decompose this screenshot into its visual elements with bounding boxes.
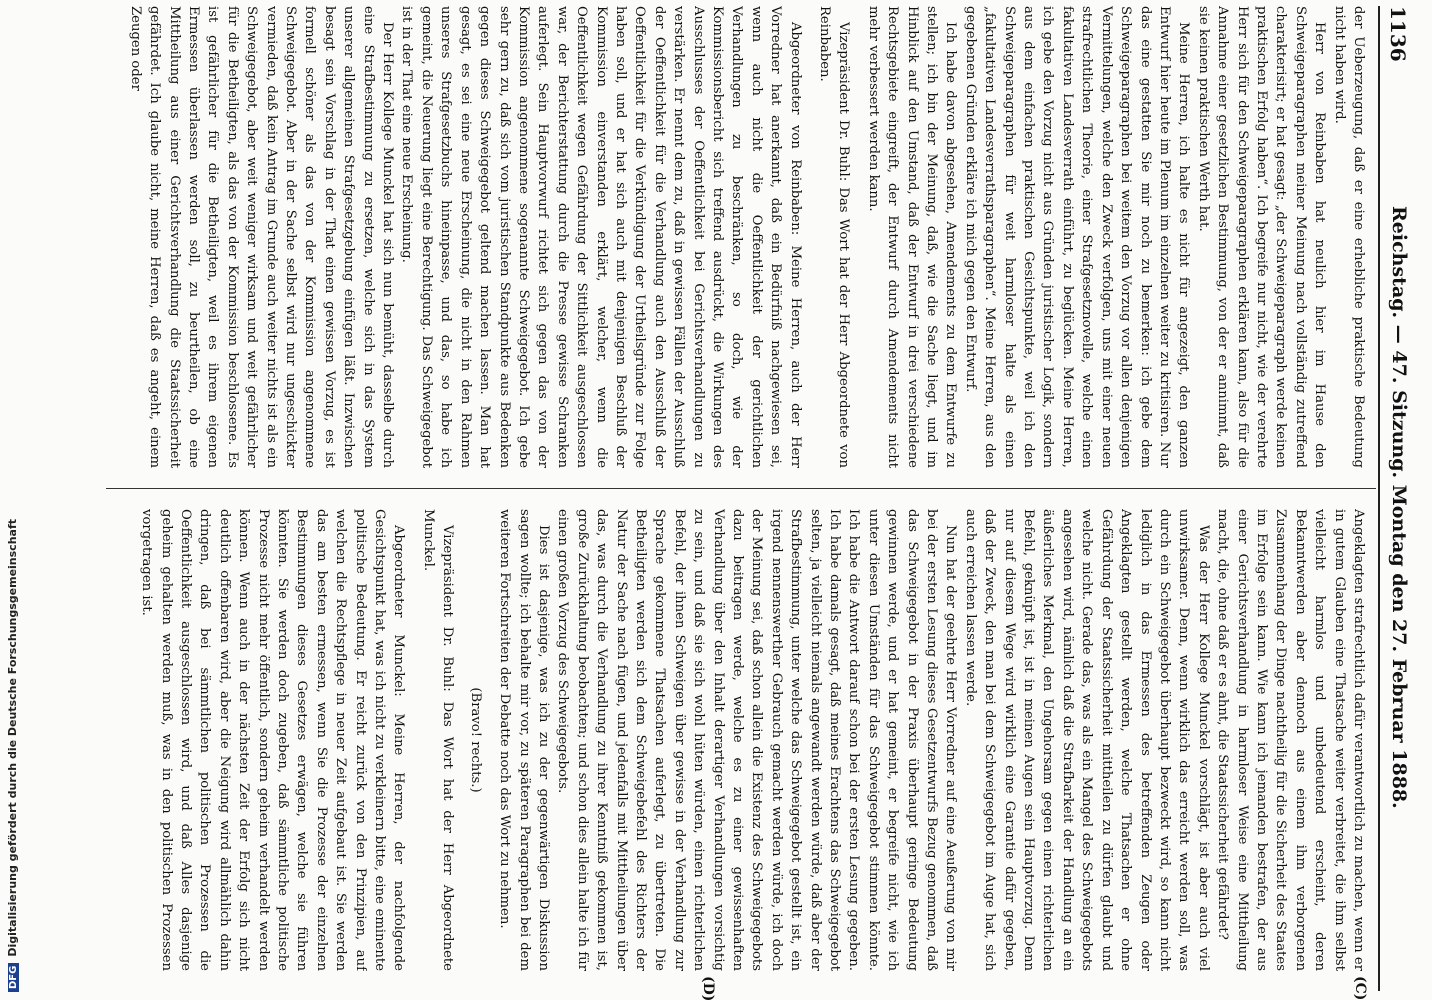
speaker-paragraph: Abgeordneter Munckel: Meine Herren, der nachfolgende Gesichtspunkt hat, was ich nicht zu verkleinern bitte, eine eminente politische Bedeutung. Er reicht zurück von den Prinzipien, auf welchen die Rechtspflege in neuer Zeit aufgebaut ist. Sie werden das am besten ermessen, wenn Sie die Prozesse der einzelnen Bestimmungen dieses Gesetzes erwägen, welche sie führen könnten. Sie werden doch zugeben, daß sämmtliche politische Prozesse nicht mehr öffentlich, sondern geheim verhandelt werden können. Wenn auch in der nächsten Zeit der Erfolg sich nicht deutlich offenbaren wird, aber die Neigung wird allmählich dahin dringen, daß bei sämmtlichen politischen Prozessen die Oeffentlichkeit ausgeschlossen wird, und daß Alles dasjenige geheim gehalten werden muß, was in den politischen Prozessen vorgetragen ist. (139, 509, 407, 971)
paragraph: Angeklagten strafrechtlich dafür verantwortlich zu machen, wenn er in gutem Glauben eine Thatsache weiter verbreitet, die ihm selbst vielleicht harmlos und unbedeutend erscheint, deren Bekanntwerden aber dennoch aus einem ihm verborgenen Zusammenhang der Dinge nachtheilig für die Sicherheit des Staates im Erfolge sein kann. Wie kann ich jemanden bestrafen, der aus einer Gerichtsverhandlung in harmloser Weise eine Mittheilung macht, die, ohne daß er es ahnt, die Staatssicherheit gefährdet? (1215, 509, 1366, 971)
paragraph: Dies ist dasjenige, was ich zu der gegenwärtigen Diskussion sagen wollte; ich behalte mir vor, zu späteren Paragraphen bei dem weiteren Fortschreiten der Debatte noch das Wort zu nehmen. (497, 509, 551, 971)
paragraph: der Ueberzeugung, daß er eine erhebliche praktische Bedeutung nicht haben wird. (1331, 6, 1366, 468)
right-column (108, 509, 1368, 971)
column-divider (106, 488, 1376, 489)
digitization-footer (6, 0, 22, 992)
page-number: 1136 (1386, 6, 1410, 62)
footer-text: Digitalisierung gefördert durch die Deutsche Forschungsgemeinschaft (6, 518, 19, 957)
newspaper-page (96, 6, 1416, 1001)
left-column (108, 6, 1368, 468)
page-header (1378, 6, 1414, 991)
page-title: Reichstag. — 47. Sitzung. Montag den 27. Februar 1888. (1388, 206, 1410, 809)
applause-note: (Bravo! rechts.) (467, 687, 483, 793)
dfg-logo: DFG (8, 963, 19, 992)
paragraph: Meine Herren, ich halte es nicht für angezeigt, den ganzen Entwurf hier heute im Plenum im einzelnen weiter zu kritisiren. Nur das eine gestatten Sie mir noch zu bemerken: ich gebe dem Schweigeparagraphen bei weitem den Vorzug vor allen denjenigen Vermittelungen, welche den Zweck verfolgen, uns mit einer neuen strafrechtlichen Theorie, einer Strafgesetznovelle, welche einen fakultativen Landesverrath einführt, zu beglücken. Meine Herren, ich gebe den Vorzug nicht aus Gründen juristischer Logik, sondern aus dem einfachen praktischen Gesichtspunkte, weil ich den Schweigeparagraphen für weit harmloser halte als einen „fakultativen Landesverrathsparagraphen“. Meine Herren, aus den gegebenen Gründen erkläre ich mich gegen den Entwurf. (962, 6, 1192, 468)
paragraph: Was der Herr Kollege Munckel vorschlägt, ist aber auch viel unwirksamer. Denn, wenn wirklich das erreicht werden soll, was durch ein Schweigegebot überhaupt bezweckt wird, so kann nicht lediglich in das Ermessen des betreffenden Zeugen oder Angeklagten gestellt werden, welche Thatsachen er ohne Gefährdung der Staatssicherheit mittheilen zu dürfen glaubt und welche nicht. Gerade das, was als ein Mangel des Schweigegebots angesehen wird, nämlich daß die Strafbarkeit der Handlung an ein äußerliches Merkmal, den Ungehorsam gegen einen richterlichen Befehl, geknüpft ist, ist in meinen Augen sein Hauptvorzug. Denn nur auf diesem Wege wird wirklich eine Garantie dafür gegeben, daß der Zweck, den man bei dem Schweigegebot im Auge hat, sich auch erreichen lassen werde. (962, 509, 1211, 971)
paragraph: Ich habe davon abgesehen, Amendements zu dem Entwurfe zu stellen; ich bin der Meinung, daß, wie die Sache liegt, und im Hinblick auf den Umstand, daß der Entwurf in drei verschiedene Rechtsgebiete eingreift, der Entwurf durch Amendements nicht mehr verbessert werden kann. (865, 6, 959, 468)
speaker-paragraph: Abgeordneter von Reinbaben: Meine Herren, auch der Herr Vorredner hat anerkannt, daß ein Bedürfniß nachgewiesen sei, wenn auch nicht die Oeffentlichkeit der gerichtlichen Verhandlungen zu beschränken, so doch, wie der Kommissionsbericht sich treffend ausdrückt, die Wirkungen des Ausschlusses der Oeffentlichkeit bei Gerichtsverhandlungen zu verstärken. Er nennt dem zu, daß in gewissen Fällen der Ausschluß der Oeffentlichkeit für die Verhandlung auch den Ausschluß der Oeffentlichkeit für die Verkündigung der Urtheilsgründe zur Folge haben soll, und er hat sich auch mit denjenigen Beschluß der Kommission einverstanden erklärt, welcher, wenn die Oeffentlichkeit wegen Gefährdung der Sittlichkeit ausgeschlossen war, der Berichterstattung durch die Presse gewisse Schranken auferlegt. Sein Hauptvorwurf richtet sich gegen das von der Kommission angenommene sogenannte Schweigegebot. Ich gebe sehr gern zu, daß sich vom juristischen Standpunkte aus Bedenken gegen dieses Schweigegebot geltend machen lassen. Man hat gesagt, es sei eine neue Erscheinung, die nicht in den Rahmen unseres Strafgesetzbuchs hineinpasse, und das, so habe ich gemeint, die Neuerung liegt eine Berechtigung. Das Schweigegebot ist in der That eine neue Erscheinung. (399, 6, 803, 468)
paragraph: Nun hat der geehrte Herr Vorredner auf eine Aeußerung von mir bei der ersten Lesung dieses Gesetzentwurfs Bezug genommen, daß das Schweigegebot in der Praxis überhaupt geringe Bedeutung gewinnen werde, und er hat gemeint, er begreife nicht, wie ich unter diesen Umständen für das Schweigegebot stimmen könnte. Ich habe die Antwort darauf schon bei der ersten Lesung gegeben. Ich habe damals gesagt, daß meines Erachtens das Schweigegebot selten, ja vielleicht niemals angewandt werden würde, daß aber der Strafbestimmung, unter welche das Schweigegebot gestellt ist, ein irgend nennenswerther Gebrauch gemacht werden würde, ich doch der Meinung sei, daß schon allein die Existenz des Schweigegebots dazu beitragen werde, welche es zu einer gewissenhaften Verhandlung über den Inhalt derartiger Verhandlungen vorsichtig zu sein, und daß sie sich wohl hüten würden, einen richterlichen Befehl, der ihnen Schweigen über gewisse in der Verhandlung zur Sprache gekommene Thatsachen auferlegt, zu übertreten. Die Betheiligten werden sich dem Schweigebefehl des Richters der Natur der Sache nach fügen, und jedenfalls mit Mittheilungen über das, was durch die Verhandlung zu ihrer Kenntniß gekommen ist, große Zurückhaltung beobachten; und schon dies allein halte ich für einen großen Vorzug des Schweigegebots. (555, 509, 959, 971)
paragraph: Der Herr Kollege Munckel hat sich nun bemüht, dasselbe durch eine Strafbestimmung zu ersetzen, welche sich in das System unserer allgemeinen Strafgesetzgebung einfügen läßt. Inzwischen besagt sein Vorschlag in der That einen gewissen Vorzug, es ist formell schöner als das von der Kommission angenommene Schweigegebot. Aber in der Sache selbst wird nur ungeschickter vermieden, daß kein Antrag im Grunde auch weiter nichts ist als ein Schweigegebot, aber weit weniger wirksam und weit gefährlicher für die Betheiligten, als das von der Kommission beschlossene. Es ist gefährlicher für die Betheiligten, weil es ihrem eigenen Ermessen überlassen werden soll, zu beurtheilen, ob eine Mittheilung aus einer Gerichtsverhandlung die Staatssicherheit gefährdet. Ich glaube nicht, meine Herren, daß es angeht, einem Zeugen oder (127, 6, 396, 468)
paragraph: Herr von Reinbaben hat neulich hier im Hause den Schweigeparagraphen meiner Meinung nach vollständig zutreffend charakterisirt; er hat gesagt: „der Schweigeparagraph werde keinen praktischen Erfolg haben“. Ich begreife nur nicht, wie der verehrte Herr sich für den Schweigeparagraphen erklären kann, also für die Annahme einer gesetzlichen Bestimmung, von der er annimmt, daß sie keinen praktischen Werth hat. (1195, 6, 1328, 468)
margin-mark-c: (C) (1352, 976, 1368, 1001)
speaker-paragraph: Vizepräsident Dr. Buhl: Das Wort hat der Herr Abgeordnete Munckel. (420, 509, 456, 971)
margin-mark-d: (D) (700, 976, 716, 1001)
speaker-paragraph: Vizepräsident Dr. Buhl: Das Wort hat der Herr Abgeordnete von Reinbaben. (817, 6, 852, 468)
